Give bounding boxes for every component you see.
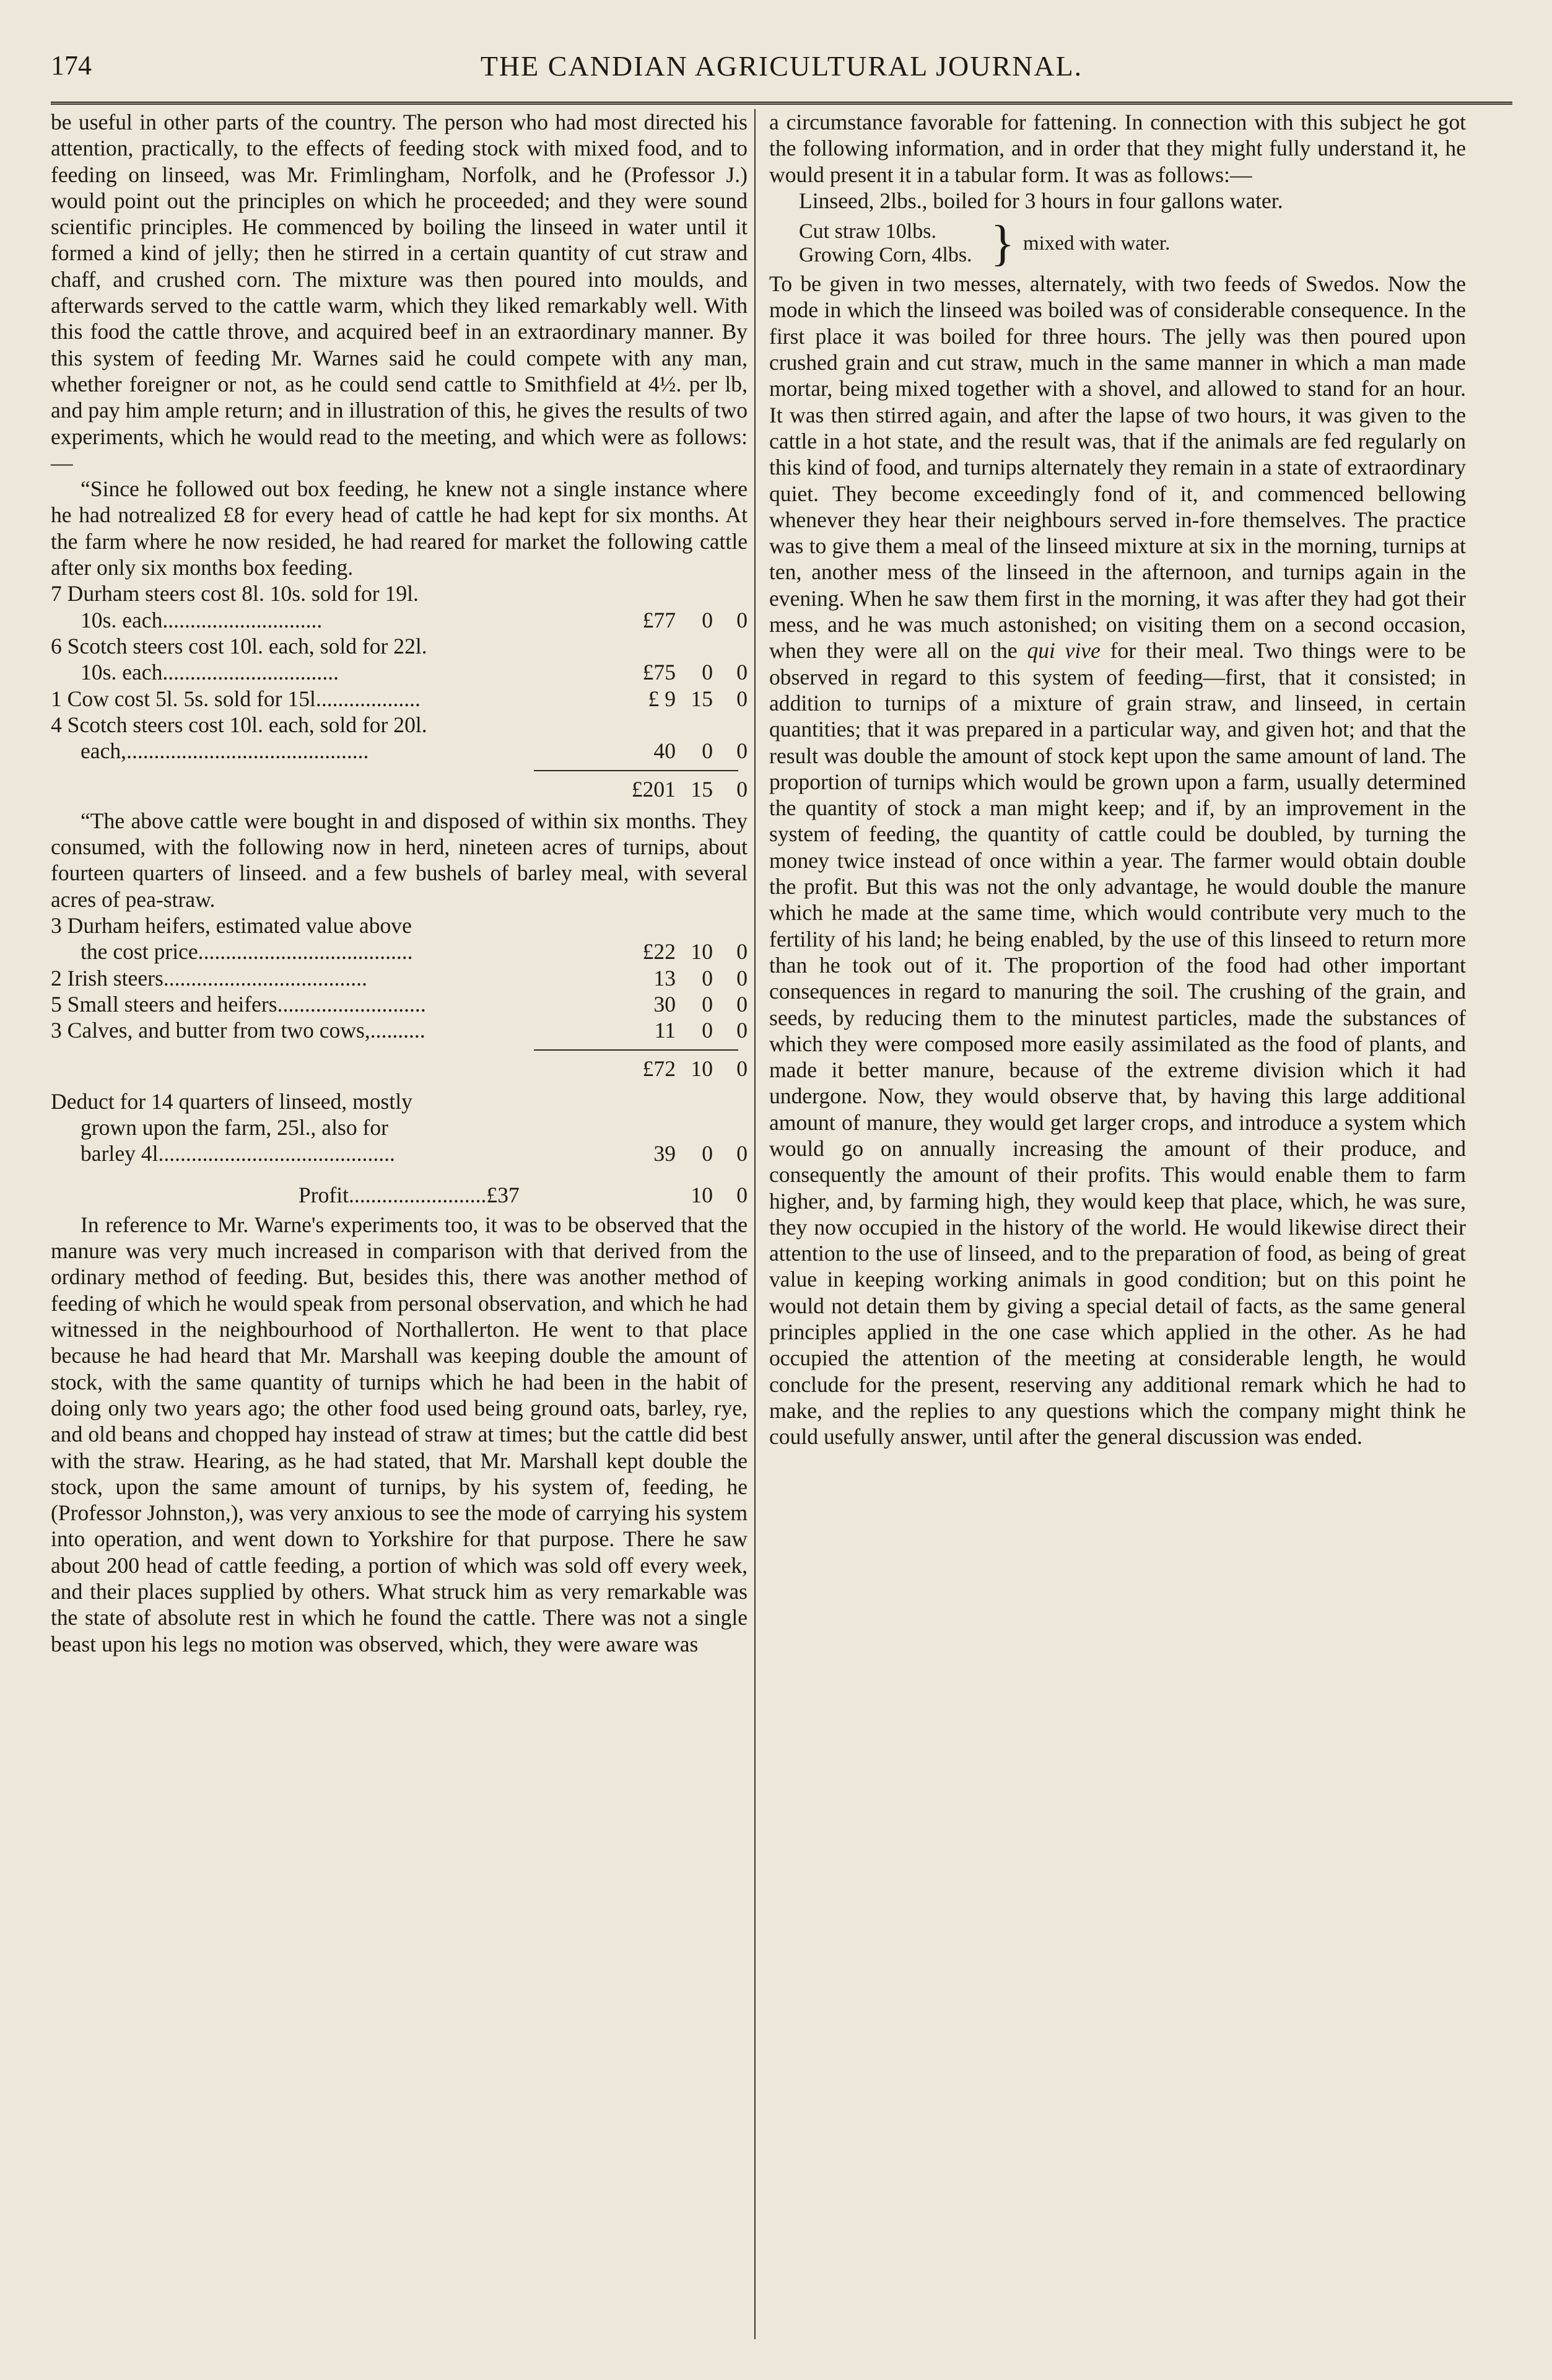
- ledger-profit: [51, 1182, 748, 1208]
- deduct-desc-cont: barley 4l...........................................: [81, 1141, 395, 1166]
- ledger-row: [51, 633, 748, 686]
- ledger-shillings: 15: [691, 686, 713, 711]
- ledger-desc-cont: the cost price.......................................: [81, 939, 413, 965]
- total-pounds: £72: [642, 1056, 676, 1082]
- ledger-desc: 6 Scotch steers cost 10l. each, sold for 22l.: [51, 633, 427, 658]
- total-shillings: 15: [691, 777, 713, 802]
- deduct-desc: Deduct for 14 quarters of linseed, mostly: [51, 1088, 412, 1114]
- ledger-pounds: £22: [642, 939, 676, 965]
- ledger-pence: 0: [736, 1018, 748, 1043]
- total-pounds: £201: [631, 777, 676, 802]
- ledger-desc: 3 Calves, and butter from two cows,..........: [51, 1018, 425, 1043]
- ledger-shillings: 0: [702, 607, 713, 632]
- italic-phrase: qui vive: [1027, 638, 1101, 663]
- left-column: [51, 109, 748, 1657]
- right-column: [769, 109, 1466, 1450]
- total-rule: [534, 1049, 738, 1051]
- deduct-pounds: 39: [653, 1141, 676, 1166]
- ledger-desc: 4 Scotch steers cost 10l. each, sold for 20l.: [51, 712, 427, 737]
- ledger-shillings: 0: [702, 660, 713, 685]
- ledger-shillings: 10: [691, 939, 713, 965]
- paragraph: [769, 271, 1466, 1450]
- paragraph: “The above cattle were bought in and disposed of within six months. They consumed, with the following now in herd, nineteen acres of turnips, about fourteen quarters of linseed. and a few bushels of barley meal, with several acres of pea-straw.: [51, 808, 748, 912]
- ledger-desc: 3 Durham heifers, estimated value above: [51, 912, 412, 938]
- ledger-row: [51, 965, 748, 991]
- paragraph-text: To be given in two messes, alternately, with two feeds of Swedos. Now the mode in which the linseed was boiled was of considerable consequence. In the first place it was boiled for three hours. The jelly was then poured upon crushed grain and cut straw, much in the same manner in which a man made mortar, being mixed together with a shovel, and allowed to stand for an hour. It was then stirred again, and after the lapse of two hours, it was given to the cattle in a hot state, and the result was, that if the animals are fed regularly on this kind of food, and turnips alternately they remain in a state of extraordinary quiet. They become exceedingly fond of it, and commenced bellowing whenever they hear their neighbours served in-fore themselves. The practice was to give them a meal of the linseed mixture at six in the morning, turnips at ten, another mess of the linseed in the afternoon, and turnips again in the evening. When he saw them first in the morning, it was after they had got their mess, and he was much astonished; on visiting them on a second occasion, when they were all on the: [769, 271, 1466, 663]
- profit-pence: 0: [736, 1182, 748, 1207]
- paragraph: a circumstance favorable for fattening. In connection with this subject he got the following information, and in order that they might fully understand it, he would present it in a tabular form. It was as follows:—: [769, 110, 1466, 187]
- ledger-shillings: 0: [702, 991, 713, 1017]
- paragraph: Linseed, 2lbs., boiled for 3 hours in four gallons water.: [799, 188, 1283, 213]
- recipe-note: mixed with water.: [1022, 232, 1171, 255]
- mixture-recipe: [799, 216, 1466, 271]
- ledger-row: [51, 991, 748, 1017]
- total-pence: 0: [736, 777, 748, 802]
- ledger-deduction: [51, 1088, 748, 1167]
- ledger-shillings: 0: [702, 738, 713, 764]
- ledger-pounds: £75: [642, 660, 676, 685]
- paragraph: “Since he followed out box feeding, he knew not a single instance where he had notrealized £8 for every head of cattle he had kept for six months. At the farm where he now resided, he had reared for market the following cattle after only six months box feeding.: [51, 476, 748, 580]
- ledger-stock: [51, 912, 748, 1208]
- ledger-pounds: 40: [653, 738, 676, 764]
- page-header: [51, 47, 1512, 105]
- paragraph: be useful in other parts of the country. The person who had most directed his attention, practically, to the effects of feeding stock with mixed food, and to feeding on linseed, was Mr. Frimlingham, Norfolk, and he (Professor J.) would point out the principles on which he proceeded; and they were sound scientific principles. He commenced by boiling the linseed in water until it formed a kind of jelly; then he stirred in a certain quantity of cut straw and chaff, and crushed corn. The mixture was then poured into moulds, and afterwards served to the cattle warm, which they liked remarkably well. With this food the cattle throve, and acquired beef in an extraordinary manner. By this system of feeding Mr. Warnes said he could compete with any man, whether foreigner or not, as he could send cattle to Smithfield at 4½. per lb, and pay him ample return; and in illustration of this, he gives the results of two experiments, which he would read to the meeting, and which were as follows:—: [51, 110, 748, 475]
- ledger-desc-cont: 10s. each.............................: [81, 607, 323, 632]
- ledger-row: [51, 1017, 748, 1043]
- profit-label: Profit.........................£37: [299, 1182, 520, 1207]
- profit-shillings: 10: [691, 1182, 713, 1207]
- total-shillings: 10: [691, 1056, 713, 1082]
- ledger-pounds: 13: [653, 965, 676, 991]
- ledger-row: [51, 712, 748, 764]
- recipe-item: Growing Corn, 4lbs.: [799, 243, 972, 267]
- total-rule: [534, 770, 738, 771]
- deduct-pence: 0: [736, 1141, 748, 1166]
- ledger-pounds: £ 9: [648, 686, 676, 711]
- ledger-desc: 7 Durham steers cost 8l. 10s. sold for 19l.: [51, 581, 419, 606]
- ledger-shillings: 0: [702, 1018, 713, 1043]
- recipe-item: Cut straw 10lbs.: [799, 220, 936, 243]
- ledger-sales: [51, 580, 748, 802]
- ledger-pence: 0: [736, 738, 748, 764]
- ledger-shillings: 0: [702, 965, 713, 991]
- ledger-total: [51, 776, 748, 802]
- brace-icon: }: [990, 216, 1014, 271]
- ledger-desc-cont: 10s. each................................: [81, 660, 339, 685]
- paragraph-text: for their meal. Two things were to be observed in regard to this system of feeding—first, that it consisted; in addition to turnips of a mixture of grain straw, and linseed, in certain quantities; that it was prepared in a particular way, and given hot; and that the result was double the amount of stock kept upon the same amount of land. The proportion of turnips which would be grown upon a farm, usually determined the quantity of stock a man might keep; and if, by an improvement in the system of feeding, the quantity of cattle could be doubled, by turning the money twice instead of once within a year. The farmer would obtain double the profit. But this was not the only advantage, he would double the manure which he made at the same time, which would contribute very much to the fertility of his land; he being enabled, by the use of this linseed to return more than he took out of it. The proportion of the food had other important consequences in regard to manuring the soil. The crushing of the grain, and seeds, by reducing them to the minutest particles, made the substances of which they were composed more easily assimilated as the food of plants, and made it better manure, because of the extreme division which it had undergone. Now, they would observe that, by having this large additional amount of manure, they would get larger crops, and introduce a system which would go on annually increasing the amount of their produce, and consequently the amount of their profits. This would enable them to farm higher, and, by farming high, they would keep that place, which, he was sure, they now occupied in the history of the world. He would likewise direct their attention to the use of linseed, and to the preparation of food, as being of great value in keeping working animals in good condition; but on this point he would not detain them by giving a special detail of facts, as the same general principles applied in the one case which applied in the other. As he had occupied the attention of the meeting at considerable length, he would conclude for the present, reserving any additional remark which he had to make, and the replies to any questions which the company might think he could usefully answer, until after the general discussion was ended.: [769, 638, 1466, 1450]
- journal-title: THE CANDIAN AGRICULTURAL JOURNAL.: [480, 50, 1083, 82]
- paragraph: In reference to Mr. Warne's experiments too, it was to be observed that the manure was very much increased in comparison with that derived from the ordinary method of feeding. But, besides this, there was another method of feeding of which he would speak from personal observation, and which he had witnessed in the neighbourhood of Northallerton. He went to that place because he had heard that Mr. Marshall was keeping double the amount of stock, with the same quantity of turnips which he had been in the habit of doing only two years ago; the other food used being ground oats, barley, rye, and old beans and chopped hay instead of straw at times; but the cattle did best with the straw. Hearing, as he had stated, that Mr. Marshall kept double the stock, upon the same amount of turnips, by his system of, feeding, he (Professor Johnston,), was very anxious to see the mode of carrying his system into operation, and went down to Yorkshire for that purpose. There he saw about 200 head of cattle feeding, a portion of which was sold off every week, and their places supplied by others. What struck him as very remarkable was the state of absolute rest in which he found the cattle. There was not a single beast upon his legs no motion was observed, which, they were aware was: [51, 1212, 748, 1656]
- ledger-desc: 1 Cow cost 5l. 5s. sold for 15l...................: [51, 686, 421, 711]
- ledger-total: [51, 1056, 748, 1082]
- column-divider: [754, 109, 756, 2339]
- ledger-pounds: 11: [654, 1018, 676, 1043]
- ledger-pounds: £77: [642, 607, 676, 632]
- ledger-row: [51, 686, 748, 712]
- ledger-pounds: 30: [653, 991, 676, 1017]
- ledger-pence: 0: [736, 939, 748, 965]
- ledger-desc: 5 Small steers and heifers...........................: [51, 991, 426, 1017]
- ledger-pence: 0: [736, 965, 748, 991]
- ledger-pence: 0: [736, 660, 748, 685]
- ledger-desc-cont: each,............................................: [81, 738, 369, 764]
- deduct-shillings: 0: [702, 1141, 713, 1166]
- ledger-row: [51, 580, 748, 633]
- ledger-row: [51, 912, 748, 965]
- page-number: 174: [51, 50, 92, 81]
- total-pence: 0: [736, 1056, 748, 1082]
- ledger-desc: 2 Irish steers.....................................: [51, 965, 367, 991]
- ledger-pence: 0: [736, 991, 748, 1017]
- ledger-pence: 0: [736, 686, 748, 711]
- deduct-desc-cont: grown upon the farm, 25l., also for: [81, 1114, 388, 1140]
- ledger-pence: 0: [736, 607, 748, 632]
